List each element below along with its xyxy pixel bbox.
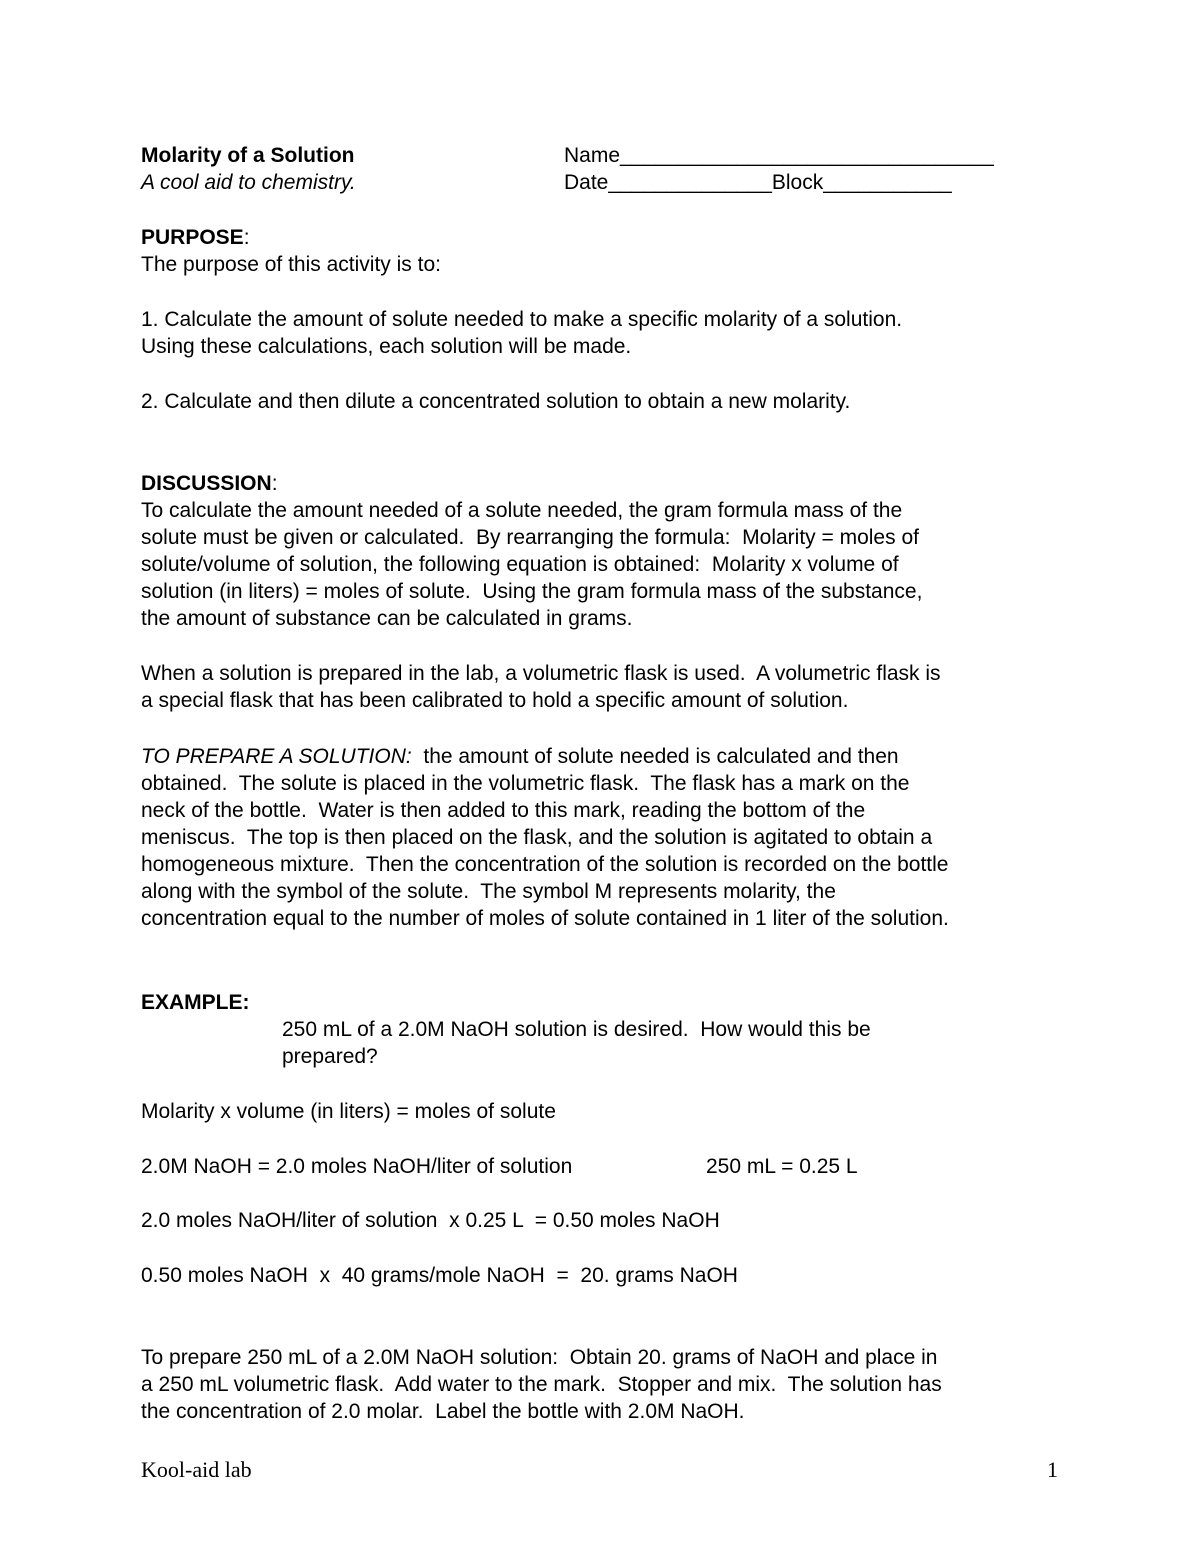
discussion-p3-line: neck of the bottle. Water is then added to this mark, reading the bottom of the (141, 799, 866, 822)
purpose-item-1-line-1: 1. Calculate the amount of solute needed to make a specific molarity of a solution. (141, 308, 903, 331)
discussion-p2-line: When a solution is prepared in the lab, a volumetric flask is used. A volumetric flask is (141, 662, 941, 685)
discussion-heading-line (141, 470, 278, 497)
example-conclusion-line: the concentration of 2.0 molar. Label the bottle with 2.0M NaOH. (141, 1400, 745, 1423)
discussion-p1-line: To calculate the amount needed of a solute needed, the gram formula mass of the (141, 499, 903, 522)
discussion-p3-line: concentration equal to the number of moles of solute contained in 1 liter of the solution. (141, 907, 949, 930)
document-title: Molarity of a Solution (141, 144, 355, 167)
prepare-solution-lead: TO PREPARE A SOLUTION: (141, 745, 412, 768)
example-step-1-conversion: 250 mL = 0.25 L (706, 1155, 858, 1178)
discussion-p2-line: a special flask that has been calibrated to hold a specific amount of solution. (141, 689, 849, 712)
example-question-line-2: prepared? (282, 1045, 378, 1068)
example-formula: Molarity x volume (in liters) = moles of solute (141, 1100, 556, 1123)
example-step-1: 2.0M NaOH = 2.0 moles NaOH/liter of solution (141, 1155, 573, 1178)
example-question-line-1: 250 mL of a 2.0M NaOH solution is desired. How would this be (282, 1018, 871, 1041)
purpose-item-2: 2. Calculate and then dilute a concentrated solution to obtain a new molarity. (141, 390, 851, 413)
purpose-item-1-line-2: Using these calculations, each solution will be made. (141, 335, 632, 358)
purpose-heading: PURPOSE (141, 226, 244, 249)
purpose-intro: The purpose of this activity is to: (141, 253, 441, 276)
discussion-p3-first-line (141, 743, 899, 770)
example-step-3: 0.50 moles NaOH x 40 grams/mole NaOH = 20. grams NaOH (141, 1264, 738, 1287)
example-conclusion-line: a 250 mL volumetric flask. Add water to the mark. Stopper and mix. The solution has (141, 1373, 942, 1396)
discussion-p1-line: solution (in liters) = moles of solute. Using the gram formula mass of the substance, (141, 580, 923, 603)
footer-title: Kool-aid lab (141, 1457, 252, 1482)
example-step-2: 2.0 moles NaOH/liter of solution x 0.25 L = 0.50 moles NaOH (141, 1209, 720, 1232)
discussion-heading-colon: : (271, 472, 278, 495)
discussion-p1-line: solute/volume of solution, the following equation is obtained: Molarity x volume of (141, 553, 899, 576)
document-subtitle: A cool aid to chemistry. (141, 171, 356, 194)
name-field: Name________________________________ (564, 144, 994, 167)
discussion-p1-line: the amount of substance can be calculated in grams. (141, 607, 633, 630)
discussion-p3-line: along with the symbol of the solute. The symbol M represents molarity, the (141, 880, 836, 903)
page-number: 1 (1047, 1457, 1058, 1482)
example-conclusion-line: To prepare 250 mL of a 2.0M NaOH solution: Obtain 20. grams of NaOH and place in (141, 1346, 938, 1369)
purpose-heading-colon: : (243, 226, 250, 249)
discussion-p3-line: homogeneous mixture. Then the concentration of the solution is recorded on the bottle (141, 853, 949, 876)
example-heading: EXAMPLE: (141, 991, 250, 1014)
date-block-field: Date______________Block___________ (564, 171, 952, 194)
discussion-p1-line: solute must be given or calculated. By rearranging the formula: Molarity = moles of (141, 526, 919, 549)
prepare-solution-text: the amount of solute needed is calculated and then (411, 745, 899, 768)
discussion-p3-line: obtained. The solute is placed in the volumetric flask. The flask has a mark on the (141, 772, 910, 795)
purpose-heading-line (141, 224, 250, 251)
discussion-heading: DISCUSSION (141, 472, 272, 495)
discussion-p3-line: meniscus. The top is then placed on the flask, and the solution is agitated to obtain a (141, 826, 933, 849)
